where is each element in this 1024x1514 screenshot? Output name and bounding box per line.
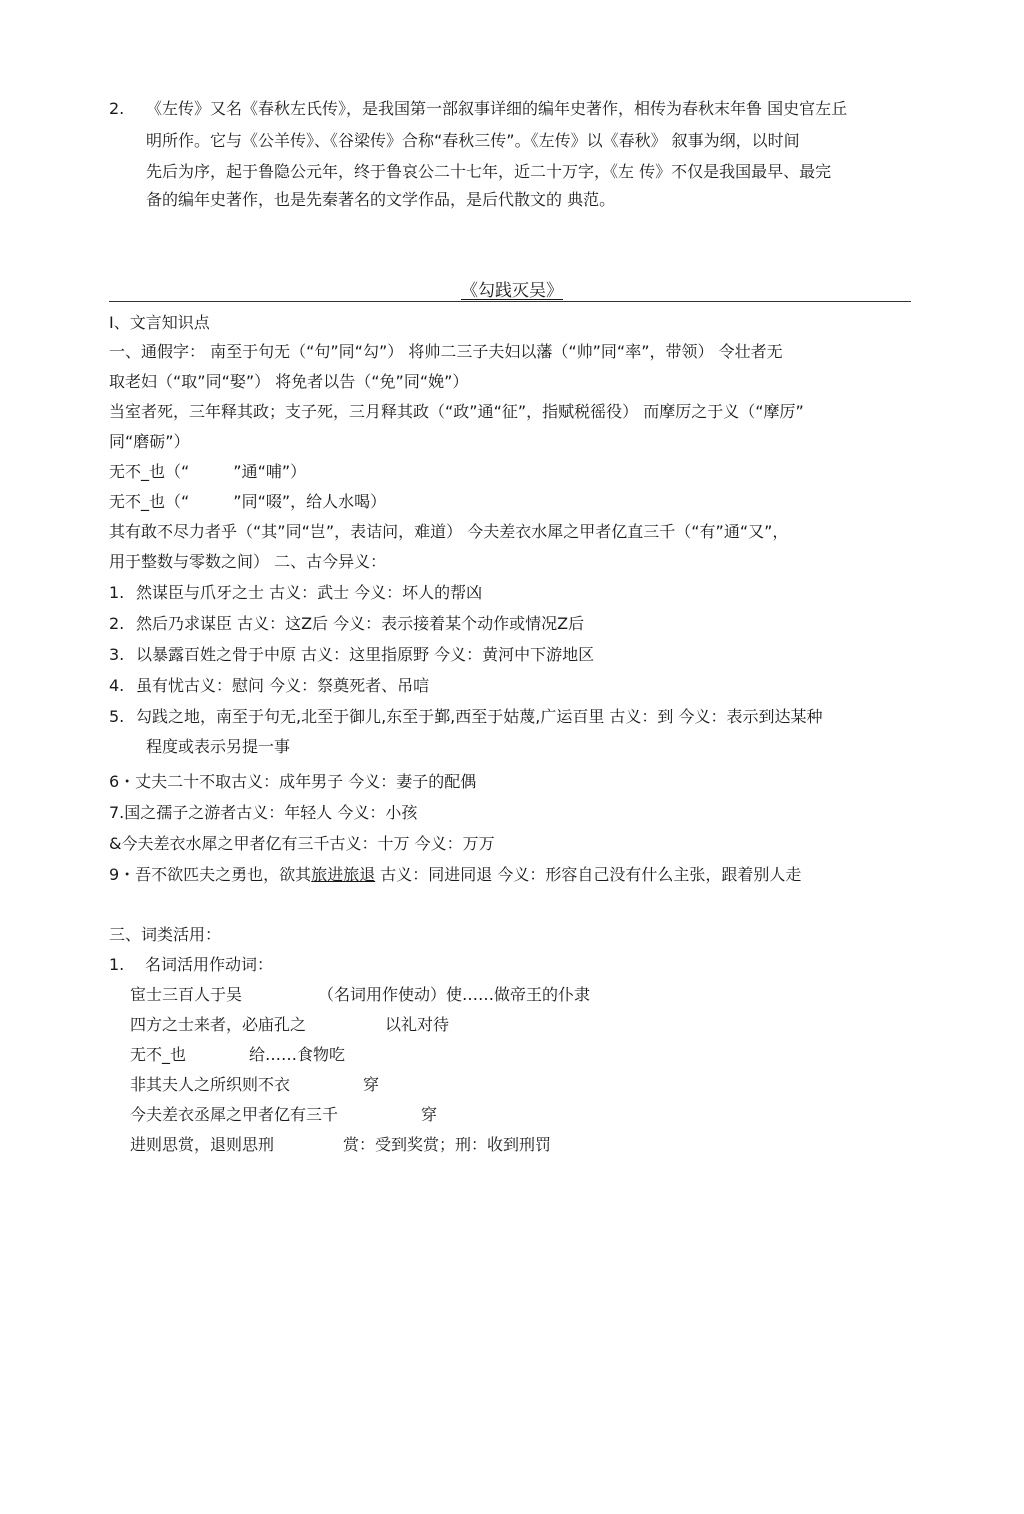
wubu2-part-a: 无不_也（“: [109, 492, 190, 511]
huoyong-meaning-4: 穿: [363, 1075, 380, 1094]
huoyong-phrase-4: 非其夫人之所织则不衣: [130, 1075, 291, 1094]
wubu1-part-b: ”通“哺”）: [233, 462, 307, 481]
gujin-num-1: 1.: [109, 583, 125, 602]
wubu2-part-b: ”同“啜”，给人水喝）: [233, 492, 387, 511]
gujin-text-3: 以暴露百姓之骨于中原 古义：这里指原野 今义：黄河中下游地区: [136, 645, 595, 664]
huoyong-phrase-6: 进则思赏，退则思刑: [130, 1135, 275, 1154]
gujin-item-5-cont: 程度或表示另提一事: [146, 737, 291, 756]
gujin-text-2: 然后乃求谋臣 古义：这Z后 今义：表示接着某个动作或情况Z后: [136, 614, 585, 633]
tongjia-line-6: 用于整数与零数之间） 二、古今异义：: [109, 552, 387, 571]
gujin-text-1: 然谋臣与爪牙之士 古义：武士 今义：坏人的帮凶: [136, 583, 483, 602]
gujin-text-5: 勾践之地，南至于句无,北至于御儿,东至于鄞,西至于姑蔑,广运百里 古义：到 今义：表示到达某种: [136, 707, 823, 726]
intro-number: 2.: [109, 99, 125, 118]
huoyong-meaning-6: 赏：受到奖赏；刑：收到刑罚: [343, 1135, 552, 1154]
title-divider: [109, 301, 911, 302]
gujin-num-4: 4.: [109, 676, 125, 695]
tongjia-wubu-1: [109, 461, 306, 483]
tongjia-line-1: 一、通假字： 南至于句无（“句”同“勾”） 将帅二三子夫妇以藩（“帅”同“率”，带领） 令壮者无: [109, 342, 783, 361]
section3-heading: 三、词类活用：: [109, 925, 222, 944]
huoyong-phrase-5: 今夫差衣丞犀之甲者亿有三千: [130, 1105, 339, 1124]
intro-line-4: 备的编年史著作，也是先秦著名的文学作品，是后代散文的 典范。: [146, 190, 616, 209]
gujin-item-8: &今夫差衣水犀之甲者亿有三千古义：十万 今义：万万: [109, 834, 495, 853]
gujin-item-6: 6・丈夫二十不取古义：成年男子 今义：妻子的配偶: [109, 772, 477, 791]
gujin-item-9: [109, 864, 801, 886]
gujin-num-2: 2.: [109, 614, 125, 633]
intro-line-1: [109, 98, 847, 120]
intro-line-2: 明所作。它与《公羊传》、《谷梁传》合称“春秋三传”。《左传》以《春秋》 叙事为纲，以时间: [146, 131, 800, 150]
tongjia-wubu-2: [109, 491, 386, 513]
gujin9-underlined: 旅进旅退: [311, 865, 376, 884]
gujin-text-4: 虽有忧古义：慰问 今义：祭奠死者、吊唁: [136, 676, 430, 695]
section3-sub-num: 1.: [109, 955, 125, 974]
gujin9-post: 古义：同进同退 今义：形容自己没有什么主张，跟着别人走: [375, 865, 802, 884]
gujin-item-2: [109, 613, 584, 635]
huoyong-meaning-5: 穿: [421, 1105, 438, 1124]
gujin-num-5: 5.: [109, 707, 125, 726]
tongjia-line-2: 取老妇（“取”同“娶”） 将免者以告（“免”同“娩”）: [109, 372, 469, 391]
gujin-item-1: [109, 582, 482, 604]
tongjia-line-5: 其有敢不尽力者乎（“其”同“岂”，表诘问，难道） 今夫差衣水犀之甲者亿直三千（“有”通“又”，: [109, 522, 789, 541]
page-title: 《勾践灭吴》: [461, 281, 563, 301]
tongjia-line-3: 当室者死，三年释其政；支子死，三月释其政（“政”通“征”，指赋税徭役） 而摩厉之于义（“摩厉”: [109, 402, 804, 421]
huoyong-phrase-1: 宦士三百人于吴: [130, 985, 243, 1004]
intro-line-3: 先后为序，起于鲁隐公元年，终于鲁哀公二十七年，近二十万字，《左 传》不仅是我国最早、最完: [146, 162, 832, 181]
gujin-item-3: [109, 644, 594, 666]
gujin-item-7: 7.国之孺子之游者古义：年轻人 今义：小孩: [109, 803, 418, 822]
section3-sub-text: 名词活用作动词：: [145, 955, 274, 974]
gujin-item-5: [109, 706, 823, 728]
gujin-item-4: [109, 675, 429, 697]
tongjia-line-4: 同“磨砺”）: [109, 432, 190, 451]
huoyong-phrase-2: 四方之士来者，必庙孔之: [130, 1015, 307, 1034]
intro-text-1: 《左传》又名《春秋左氏传》，是我国第一部叙事详细的编年史著作，相传为春秋末年鲁 国史官左丘: [146, 99, 848, 118]
gujin9-pre: 9・吾不欲匹夫之勇也，欲其: [109, 865, 312, 884]
huoyong-phrase-3: 无不_也: [130, 1045, 187, 1064]
huoyong-meaning-3: 给……食物吃: [249, 1045, 346, 1064]
huoyong-meaning-2: 以礼对待: [385, 1015, 450, 1034]
gujin-num-3: 3.: [109, 645, 125, 664]
section1-heading: I、文言知识点: [109, 313, 210, 332]
wubu1-part-a: 无不_也（“: [109, 462, 190, 481]
huoyong-meaning-1: （名词用作使动）使……做帝王的仆隶: [318, 985, 591, 1004]
section3-sub: [109, 954, 273, 976]
